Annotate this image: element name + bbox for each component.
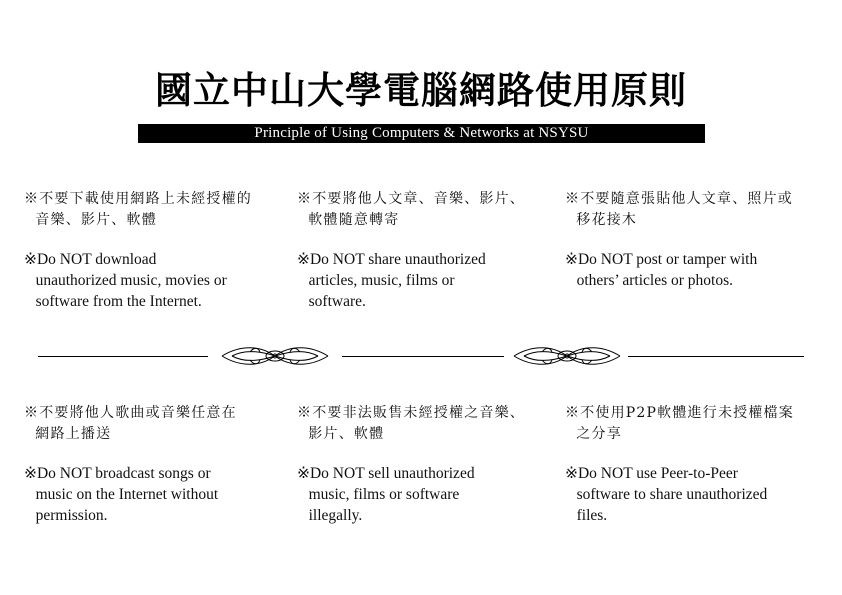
rule-3-zh-line-2: 移花接木: [565, 212, 638, 228]
divider-line-left: [38, 356, 208, 357]
page-subtitle: Principle of Using Computers & Networks at NSYSU: [138, 124, 705, 143]
scroll-ornament-icon: [512, 343, 622, 369]
rule-6-en-line-2: software to share unauthorized: [565, 486, 768, 503]
rule-6-zh-line-1: ※不使用P2P軟體進行未授權檔案: [565, 405, 794, 421]
rule-2-en-line-3: software.: [297, 293, 366, 310]
rule-1-en-line-1: ※Do NOT download: [24, 251, 157, 268]
rule-5-en-line-1: ※Do NOT sell unauthorized: [297, 465, 475, 482]
rule-1: [24, 189, 252, 312]
rule-1-zh-line-2: 音樂、影片、軟體: [24, 212, 157, 228]
rule-1-en-line-2: unauthorized music, movies or: [24, 272, 227, 289]
rule-4: [24, 403, 237, 526]
rule-2-en-line-2: articles, music, films or: [297, 272, 455, 289]
rule-3: [565, 189, 793, 291]
rule-5-zh-line-2: 影片、軟體: [297, 426, 385, 442]
page-title: 國立中山大學電腦網路使用原則: [155, 69, 687, 112]
rule-4-zh-line-1: ※不要將他人歌曲或音樂任意在: [24, 405, 237, 421]
rule-6-zh-line-2: 之分享: [565, 426, 622, 442]
rule-5-en-line-3: illegally.: [297, 507, 363, 524]
rule-3-en-line-2: others’ articles or photos.: [565, 272, 734, 289]
rule-5-zh-line-1: ※不要非法販售未經授權之音樂、: [297, 405, 525, 421]
rule-6-en-line-1: ※Do NOT use Peer-to-Peer: [565, 465, 738, 482]
rule-1-en-line-3: software from the Internet.: [24, 293, 202, 310]
divider-line-middle: [342, 356, 504, 357]
rule-2: [297, 189, 525, 312]
rule-2-zh-line-2: 軟體隨意轉寄: [297, 212, 400, 228]
rule-5: [297, 403, 525, 526]
rule-2-zh-line-1: ※不要將他人文章、音樂、影片、: [297, 191, 525, 207]
rule-6: [565, 403, 794, 526]
scroll-ornament-icon: [220, 343, 330, 369]
rule-3-zh-line-1: ※不要隨意張貼他人文章、照片或: [565, 191, 793, 207]
rule-4-en-line-2: music on the Internet without: [24, 486, 219, 503]
rule-2-en-line-1: ※Do NOT share unauthorized: [297, 251, 486, 268]
rule-6-en-line-3: files.: [565, 507, 608, 524]
rule-1-zh-line-1: ※不要下載使用網路上未經授權的: [24, 191, 252, 207]
rule-4-en-line-1: ※Do NOT broadcast songs or: [24, 465, 211, 482]
rule-5-en-line-2: music, films or software: [297, 486, 460, 503]
rule-3-en-line-1: ※Do NOT post or tamper with: [565, 251, 758, 268]
divider-line-right: [628, 356, 804, 357]
rule-4-en-line-3: permission.: [24, 507, 108, 524]
rule-4-zh-line-2: 網路上播送: [24, 426, 112, 442]
